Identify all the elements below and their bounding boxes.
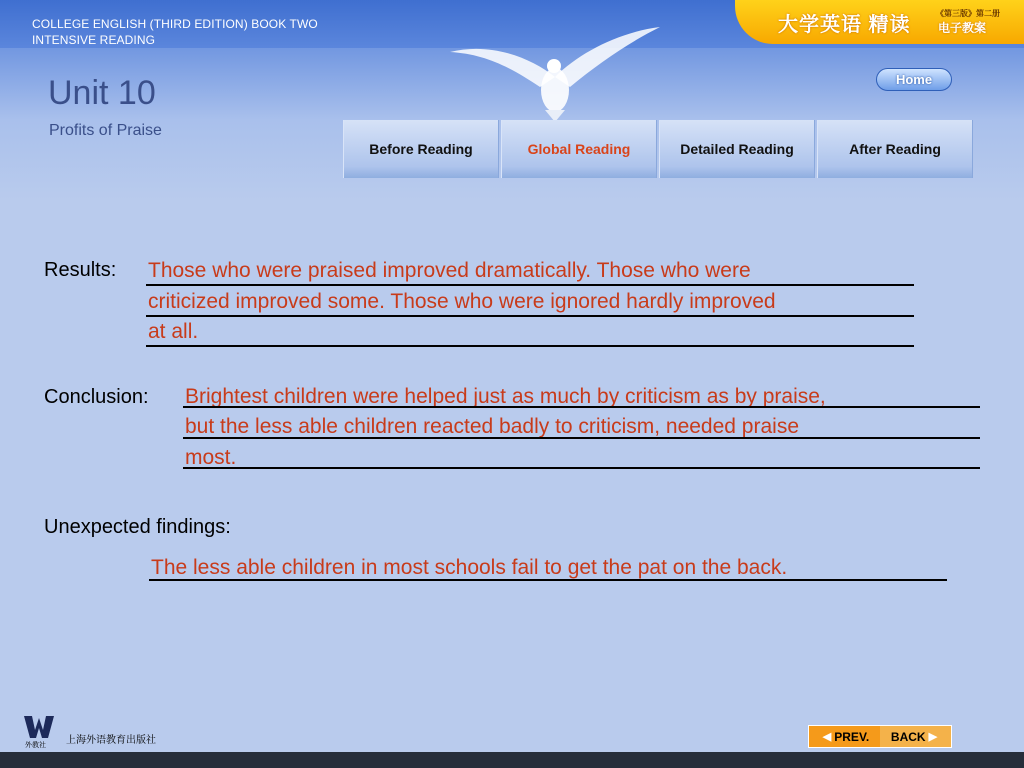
back-label: BACK [890, 729, 926, 744]
unexpected-answer: The less able children in most schools fail to get the pat on the back. [151, 556, 788, 579]
page-nav [808, 725, 952, 748]
section-tabs [343, 120, 975, 178]
home-button[interactable]: Home [876, 68, 952, 91]
tab-global-reading[interactable]: Global Reading [501, 120, 657, 178]
results-underline-2 [146, 315, 914, 317]
publisher-name: 上海外语教育出版社 [66, 735, 156, 746]
results-line-1: Those who were praised improved dramatically. Those who were [148, 259, 751, 282]
logo-text: 外教社 [25, 742, 46, 749]
conclusion-underline-2 [183, 437, 980, 439]
publisher-logo-icon [24, 716, 54, 738]
unit-title: Unit 10 [48, 74, 156, 112]
footer-bar [0, 752, 1024, 768]
brand-subtitle: 电子教案 [938, 21, 987, 35]
back-button[interactable] [880, 726, 951, 747]
dove-icon [450, 22, 660, 122]
results-underline-1 [146, 284, 914, 286]
unit-subtitle: Profits of Praise [49, 122, 162, 139]
brand-edition: 《第三版》第二册 [936, 9, 1000, 18]
results-line-3: at all. [148, 320, 199, 343]
conclusion-line-1: Brightest children were helped just as much by criticism as by praise, [185, 385, 826, 408]
conclusion-underline-1 [183, 406, 980, 408]
arrow-left-icon: ◀ [822, 731, 832, 743]
tab-detailed-reading[interactable]: Detailed Reading [659, 120, 815, 178]
tab-before-reading[interactable]: Before Reading [343, 120, 499, 178]
unexpected-underline [149, 579, 947, 581]
course-title: COLLEGE ENGLISH (THIRD EDITION) BOOK TWO INTENSIVE READING [32, 17, 318, 47]
prev-label: PREV. [834, 729, 870, 744]
results-underline-3 [146, 345, 914, 347]
arrow-right-icon: ▶ [928, 731, 938, 743]
unexpected-label: Unexpected findings: [44, 516, 231, 538]
results-label: Results: [44, 259, 117, 281]
brand-title: 大学英语 精读 [778, 14, 911, 36]
conclusion-line-3: most. [185, 446, 237, 469]
tab-after-reading[interactable]: After Reading [817, 120, 973, 178]
header [0, 0, 1024, 200]
results-line-2: criticized improved some. Those who were ignored hardly improved [148, 290, 776, 313]
conclusion-label: Conclusion: [44, 386, 149, 408]
conclusion-underline-3 [183, 467, 980, 469]
prev-button[interactable] [809, 726, 880, 747]
conclusion-line-2: but the less able children reacted badly to criticism, needed praise [185, 415, 800, 438]
